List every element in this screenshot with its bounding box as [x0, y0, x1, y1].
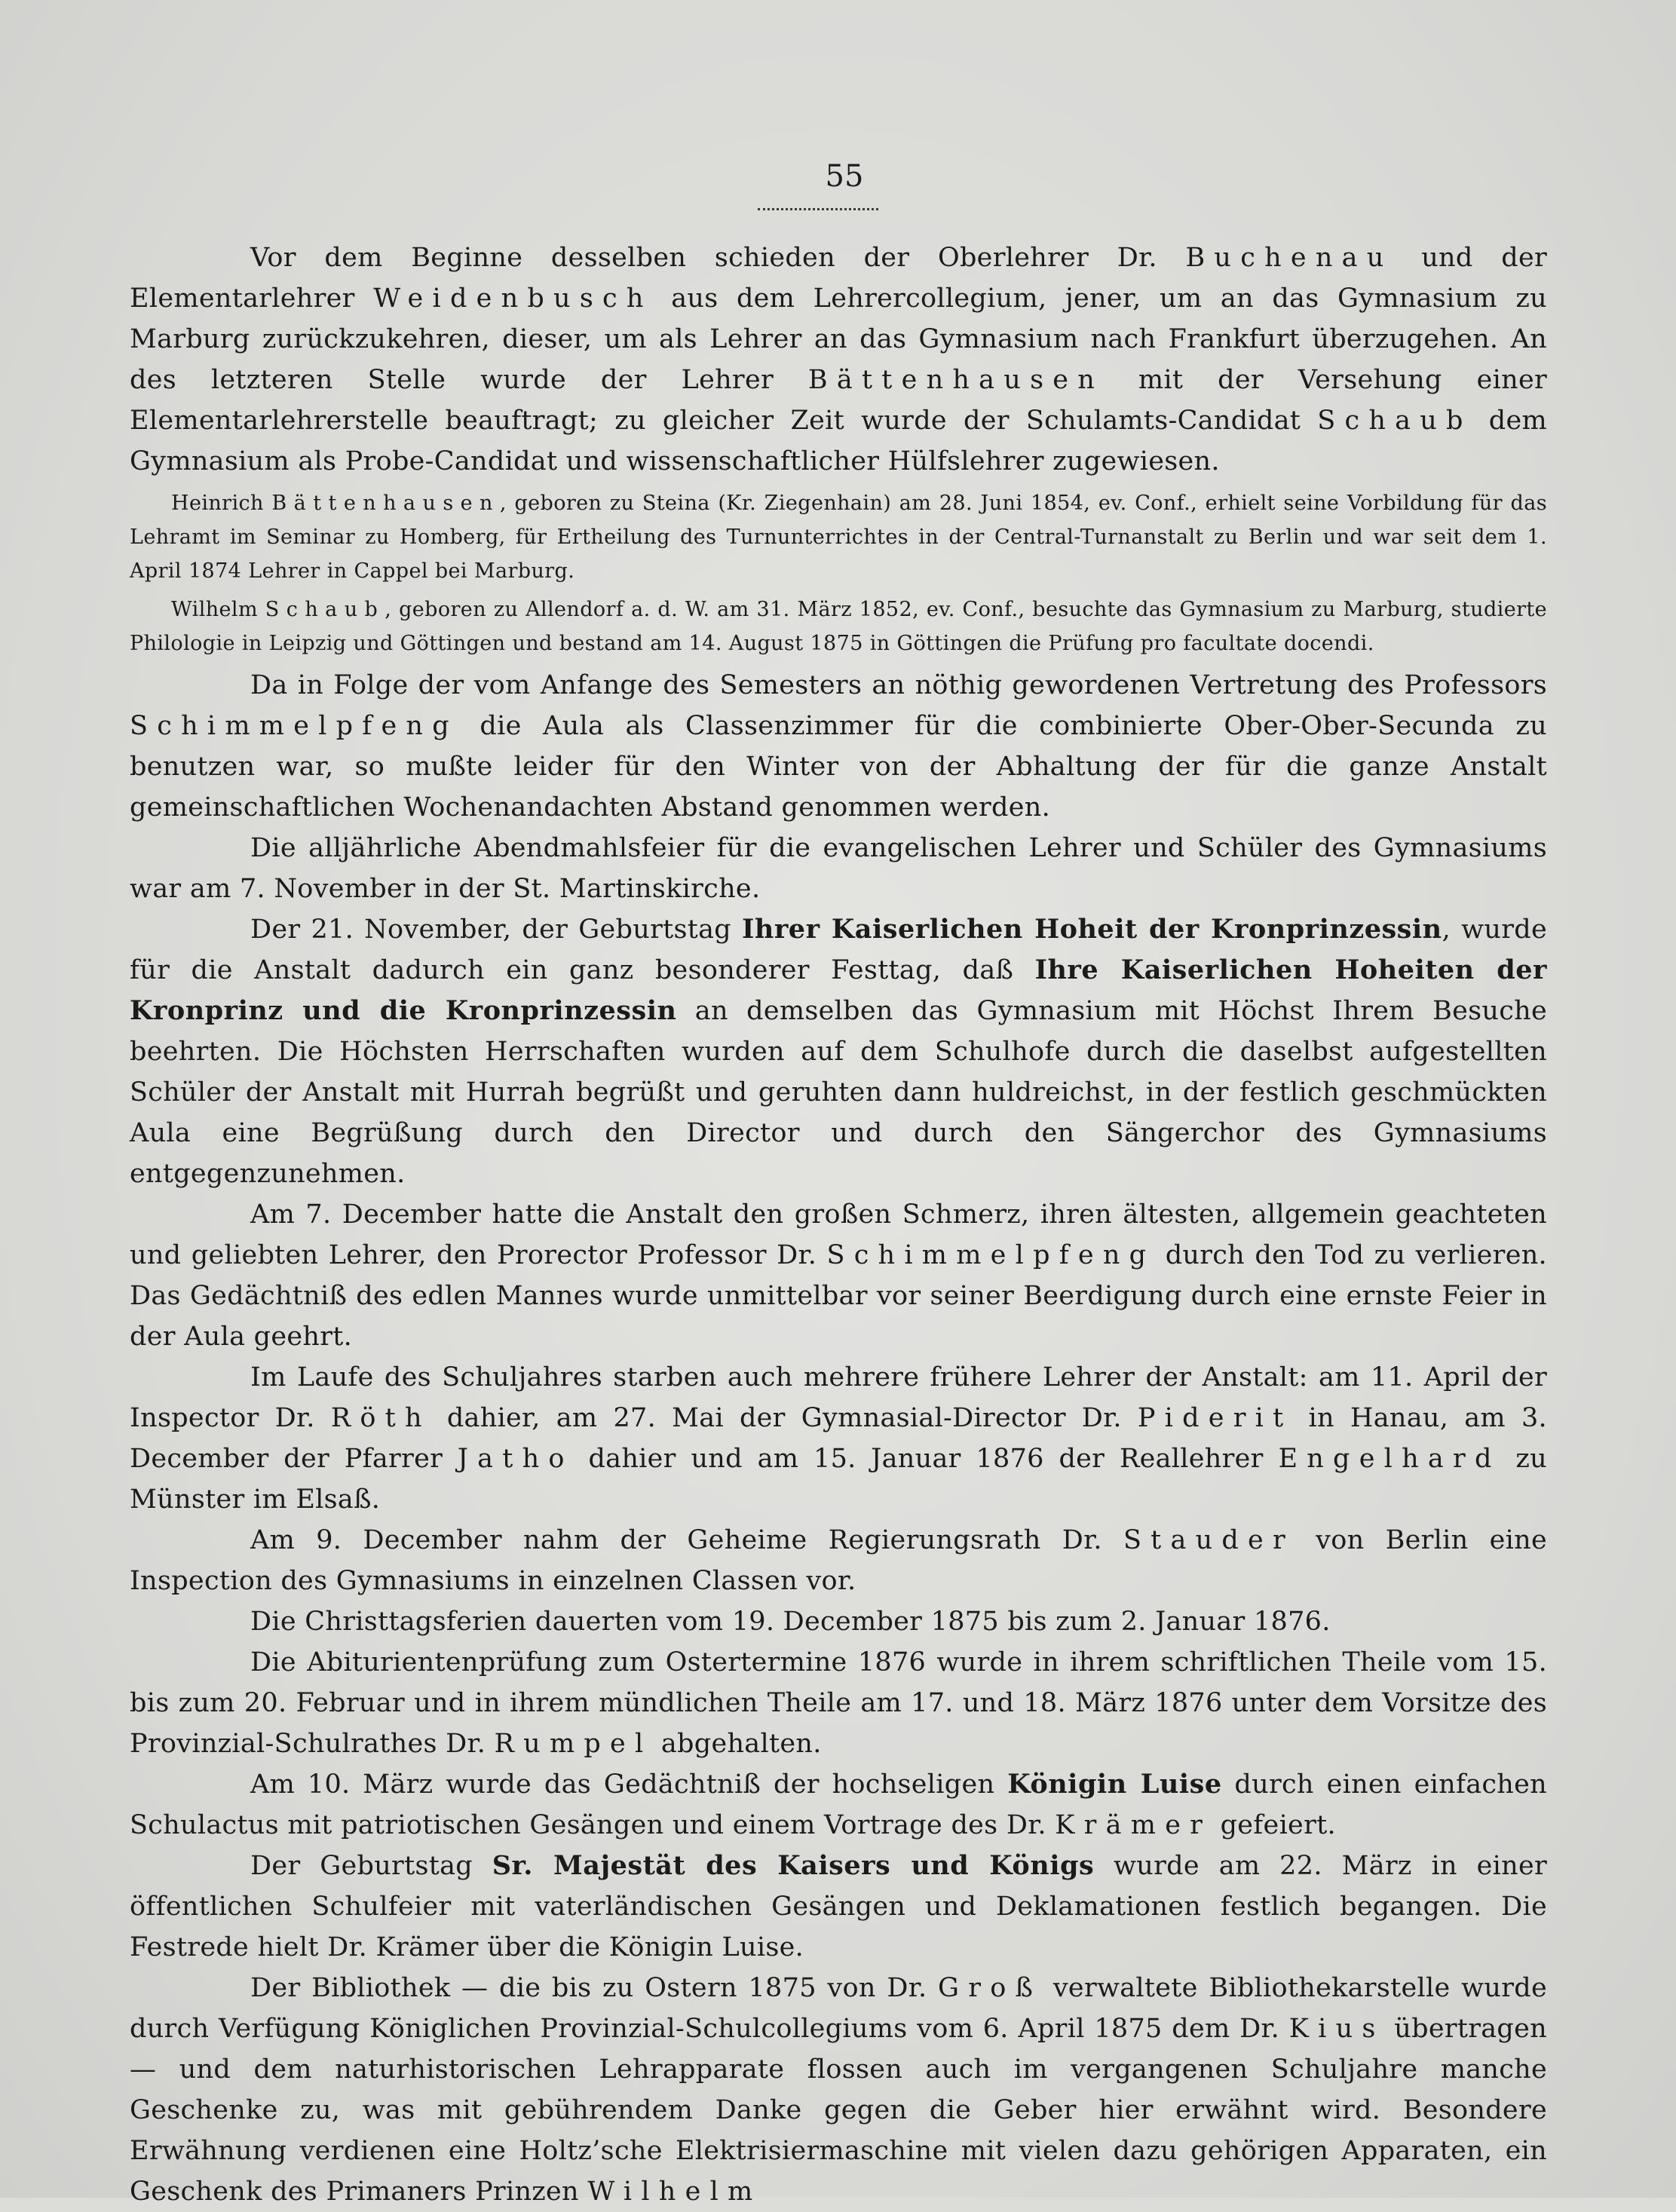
name-buchenau: Buchenau: [1185, 243, 1393, 273]
biography-note-baettenhausen: Heinrich Bättenhausen, geboren zu Steina (Kr. Ziegenhain) am 28. Juni 1854, ev. Conf., erhielt seine Vorbildung für das Lehramt im Seminar zu Homberg, für Ertheilung des Turnunterrichtes in der Central-Turnanstalt zu Berlin und war seit dem 1. April 1874 Lehrer in Cappel bei Marburg.: [130, 492, 1547, 583]
paragraph-death-schimmelpfeng: Am 7. December hatte die Anstalt den großen Schmerz, ihren ältesten, allgemein geachteten und geliebten Lehrer, den Prorector Professor Dr. Schimmelpfeng durch den Tod zu verlieren. Das Gedächtniß des edlen Mannes wurde unmittelbar vor seiner Beerdigung durch eine ernste Feier in der Aula geehrt.: [130, 1199, 1547, 1352]
paragraph-christmas-holidays: Die Christtagsferien dauerten vom 19. December 1875 bis zum 2. Januar 1876.: [250, 1607, 1331, 1637]
page-number-ornament: [758, 202, 878, 210]
paragraph-aula-use: Da in Folge der vom Anfange des Semesters an nöthig gewordenen Vertretung des Professors Schimmelpfeng die Aula als Classenzimmer für die combinierte Ober-Ober-Secunda zu benutzen war, so mußte leider für den Winter von der Abhaltung der für die ganze Anstalt gemeinschaftlichen Wochenandachten Abstand genommen werden.: [130, 670, 1547, 823]
paragraph-crown-princess-visit: Der 21. November, der Geburtstag Ihrer Kaiserlichen Hoheit der Kronprinzessin, wurde für die Anstalt dadurch ein ganz besonderer Festtag, daß Ihre Kaiserlichen Hoheiten der Kronprinz und die Kronprinzessin an demselben das Gymnasium mit Höchst Ihrem Besuche beehrten. Die Höchsten Herrschaften wurden auf dem Schulhofe durch die daselbst aufgestellten Schüler der Anstalt mit Hurrah begrüßt und geruhten dann huldreichst, in der festlich geschmückten Aula eine Begrüßung durch den Director und durch den Sängerchor des Gymnasiums entgegenzunehmen.: [130, 914, 1548, 1189]
paragraph-former-teachers: Im Laufe des Schuljahres starben auch mehrere frühere Lehrer der Anstalt: am 11. April der Inspector Dr. Röth dahier, am 27. Mai der Gymnasial-Director Dr. Piderit in Hanau, am 3. December der Pfarrer Jatho dahier und am 15. Januar 1876 der Reallehrer Engelhard zu Münster im Elsaß.: [130, 1362, 1547, 1515]
paragraph-communion: Die alljährliche Abendmahlsfeier für die evangelischen Lehrer und Schüler des Gymnasiums war am 7. November in der St. Martinskirche.: [130, 833, 1547, 904]
paragraph-final-exam: Die Abiturientenprüfung zum Ostertermine 1876 wurde in ihrem schriftlichen Theile vom 15. bis zum 20. Februar und in ihrem mündlichen Theile am 17. und 18. März 1876 unter dem Vorsitze des Provinzial-Schulrathes Dr. Rumpel abgehalten.: [130, 1647, 1547, 1759]
name-baettenhausen: Bättenhausen: [807, 365, 1105, 395]
name-schaub: Schaub: [1317, 406, 1472, 436]
paragraph-emperor-birthday: Der Geburtstag Sr. Majestät des Kaisers und Königs wurde am 22. März in einer öffentlichen Schulfeier mit vaterländischen Gesängen und Deklamationen festlich begangen. Die Festrede hielt Dr. Krämer über die Königin Luise.: [130, 1850, 1548, 1962]
name-weidenbusch: Weidenbusch: [373, 283, 653, 314]
paragraph-library: Der Bibliothek — die bis zu Ostern 1875 von Dr. Groß verwaltete Bibliothekarstelle wurde durch Verfügung Königlichen Provinzial-Schulcollegiums vom 6. April 1875 dem Dr. Kius übertragen — und dem naturhistorischen Lehrapparate flossen auch im vergangenen Schuljahre manche Geschenke zu, was mit gebührendem Danke gegen die Geber hier erwähnt wird. Besondere Erwähnung verdienen eine Holtz’sche Elektrisiermaschine mit vielen dazu gehörigen Apparaten, ein Geschenk des Primaners Prinzen Wilhelm: [130, 1973, 1547, 2207]
page-number: 55: [825, 159, 864, 194]
paragraph-inspection: Am 9. December nahm der Geheime Regierungsrath Dr. Stauder von Berlin eine Inspection des Gymnasiums in einzelnen Classen vor.: [130, 1525, 1547, 1596]
biography-note-schaub: Wilhelm Schaub, geboren zu Allendorf a. d. W. am 31. März 1852, ev. Conf., besuchte das Gymnasium zu Marburg, studierte Philologie in Leipzig und Göttingen und bestand am 14. August 1875 in Göttingen die Prüfung pro facultate docendi.: [130, 598, 1548, 655]
paragraph-staff-changes: Vor dem Beginne desselben schieden der Oberlehrer Dr. Buchenau und der Elementarlehrer Weidenbusch aus dem Lehrercollegium, jener, um an das Gymnasium zu Marburg zurückzukehren, dieser, um als Lehrer an das Gymnasium nach Frankfurt überzugehen. An des letzteren Stelle wurde der Lehrer Bättenhausen mit der Versehung einer Elementarlehrerstelle beauftragt; zu gleicher Zeit wurde der Schulamts-Candidat Schaub dem Gymnasium als Probe-Candidat und wissenschaftlicher Hülfslehrer zugewiesen.: [130, 243, 1547, 476]
body-text: [130, 237, 1547, 2212]
paragraph-queen-luise: Am 10. März wurde das Gedächtniß der hochseligen Königin Luise durch einen einfachen Schulactus mit patriotischen Gesängen und einem Vortrage des Dr. Krämer gefeiert.: [130, 1769, 1548, 1840]
